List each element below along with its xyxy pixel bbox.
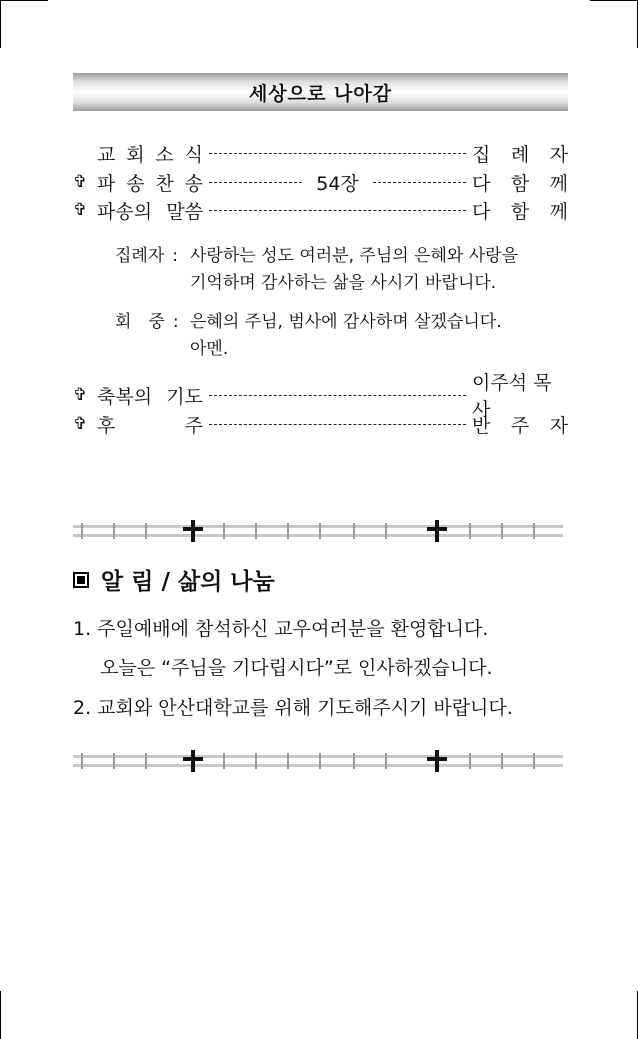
- notice-item-1: 1. 주일예배에 참석하신 교우여러분을 환영합니다.: [73, 618, 489, 640]
- order-leader: 다 함 께: [472, 172, 568, 195]
- order-label: 축복의 기도: [97, 385, 203, 408]
- people-line-2: 아멘.: [190, 339, 229, 359]
- decorative-cross-chain-divider-bottom: [73, 750, 563, 772]
- section-title-bar: [73, 73, 568, 111]
- leader-dialogue: [0, 243, 638, 299]
- section-title: 세상으로 나아감: [248, 82, 393, 105]
- notices-title: 알 림 / 삶의 나눔: [101, 569, 275, 595]
- notices-heading: [73, 563, 275, 596]
- dark-cross-left-bottom: [183, 750, 203, 772]
- order-leader: 집 례 자: [472, 143, 568, 166]
- leader-line-1: 사랑하는 성도 여러분, 주님의 은혜와 사랑을: [190, 246, 519, 266]
- dash-leader: [209, 424, 466, 425]
- cross-icon: ✞: [73, 414, 88, 434]
- crop-mark-top-right-h: [590, 0, 638, 1]
- crop-mark-top-left-v: [0, 0, 1, 48]
- people-line-1: 은혜의 주님, 범사에 감사하며 살겠습니다.: [190, 312, 502, 332]
- order-row-sending-hymn: [73, 169, 568, 195]
- order-leader: 이주석 목사: [472, 372, 552, 421]
- dash-leader: [209, 395, 466, 396]
- order-label: 후 주: [97, 414, 203, 437]
- dash-leader: [209, 153, 466, 154]
- chain-pattern-bottom: [73, 753, 563, 769]
- order-leader: 다 함 께: [472, 200, 568, 223]
- order-label: 교 회 소 식: [97, 143, 203, 166]
- crop-mark-bottom-left-v: [0, 991, 1, 1039]
- chain-pattern-top: [73, 523, 563, 539]
- cross-icon: ✞: [73, 385, 88, 405]
- notice-item-1-continued: 오늘은 “주님을 기다립시다”로 인사하겠습니다.: [100, 657, 493, 679]
- order-leader: 반 주 자: [472, 414, 568, 437]
- dark-cross-right: [427, 520, 447, 542]
- decorative-cross-chain-divider: [73, 520, 563, 542]
- crop-mark-top-left-h: [0, 0, 48, 1]
- square-bullet-icon: [73, 572, 89, 588]
- people-dialogue: [0, 309, 638, 365]
- dash-leader: [209, 182, 302, 183]
- hymn-number: 54장: [316, 172, 359, 195]
- leader-line-2: 기억하며 감사하는 삶을 사시기 바랍니다.: [190, 273, 497, 293]
- order-row-sending-word: [73, 197, 568, 223]
- people-label: 회 중 :: [115, 312, 179, 332]
- dash-leader: [209, 210, 466, 211]
- order-row-benediction: [73, 372, 568, 421]
- order-row-postlude: [73, 411, 568, 437]
- cross-icon: ✞: [73, 172, 88, 192]
- dark-cross-right-bottom: [427, 750, 447, 772]
- leader-label: 집례자 :: [115, 246, 179, 266]
- dash-leader: [373, 182, 466, 183]
- order-label: 파송의 말씀: [97, 200, 203, 223]
- cross-icon: ✞: [73, 200, 88, 220]
- order-row-announcements: [73, 140, 568, 166]
- order-label: 파 송 찬 송: [97, 172, 203, 195]
- dark-cross-left: [183, 520, 203, 542]
- notice-item-2: 2. 교회와 안산대학교를 위해 기도해주시기 바랍니다.: [73, 697, 513, 719]
